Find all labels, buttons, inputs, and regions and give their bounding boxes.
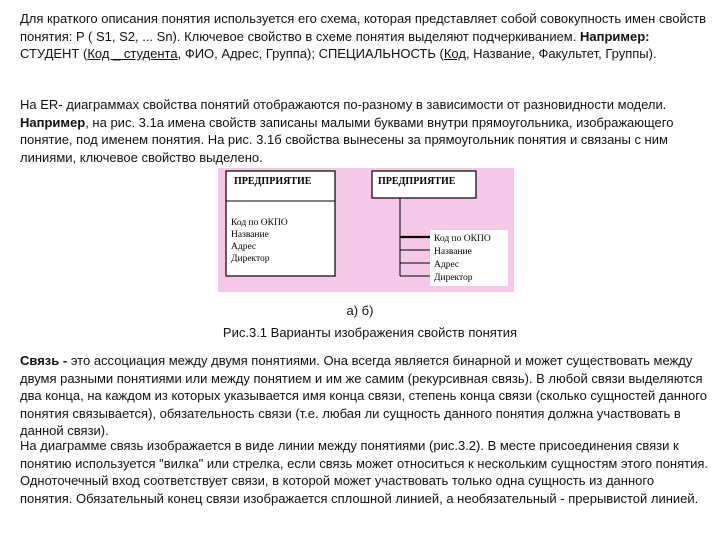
- p1-text-3: , ФИО, Адрес, Группа); СПЕЦИАЛЬНОСТЬ (: [177, 46, 444, 61]
- paragraph-concept-schema: [20, 10, 710, 63]
- p1-text-1: Для краткого описания понятия используется его схема, которая представляет собой совокупность имен свойств понятия: P ( S1, S2, ... Sn). Ключевое свойство в схеме понятия выделяют подчеркиванием.: [20, 11, 707, 44]
- paragraph-er-diagrams: [20, 96, 710, 166]
- paragraph-relationship-diagram: [20, 437, 710, 507]
- entity-b-title: ПРЕДПРИЯТИЕ: [378, 176, 456, 187]
- entity-b-prop-address: Адрес: [434, 260, 460, 270]
- p2-text-1: На ER- диаграммах свойства понятий отображаются по-разному в зависимости от разновидности модели.: [20, 97, 667, 112]
- p1-key-student-code: Код _ студента: [87, 46, 178, 61]
- entity-a-prop-name: Название: [231, 230, 269, 240]
- p2-bold-example: Например: [20, 114, 86, 130]
- figure-subcaption: а) б): [346, 303, 374, 318]
- entity-b-prop-director: Директор: [434, 273, 473, 283]
- p2-text-2: , на рис. 3.1а имена свойств записаны малыми буквами внутри прямоугольника, изображающего понятие, под именем понятия. На рис. 3.1б свойства вынесены за прямоугольник понятия и связаны с ним линиями, ключевое свойство выделено.: [20, 114, 674, 165]
- entity-a-title: ПРЕДПРИЯТИЕ: [234, 176, 312, 187]
- p1-text-2: СТУДЕНТ (: [20, 46, 88, 61]
- entity-a-prop-address: Адрес: [231, 242, 257, 252]
- p1-text-4: , Название, Факультет, Группы).: [465, 46, 657, 61]
- entity-b-prop-okpo: Код по ОКПО: [434, 234, 491, 244]
- figure-caption: Рис.3.1 Варианты изображения свойств понятия: [222, 325, 518, 340]
- p4-text-1: это ассоциация между двумя понятиями. Она всегда является бинарной и может существовать между двумя разными понятиями или между понятием и им же самим (рекурсивная связь). В любой связи выделяются два конца, на каждом из которых указывается имя конца связи, степень конца связи (сколько сущностей данного понятия связывается), обязательность связи (т.е. любая ли сущность данного понятия должна участвовать в данной связи).: [20, 353, 707, 438]
- entity-a-prop-okpo: Код по ОКПО: [231, 218, 288, 228]
- entity-a-prop-director: Директор: [231, 254, 270, 264]
- paragraph-relationship-definition: [20, 352, 710, 440]
- p5-text-1: На диаграмме связь изображается в виде линии между понятиями (рис.3.2). В месте присоединения связи к понятию используется "вилка" или стрелка, если связь может относиться к нескольким сущностям этого понятия. Одноточечный вход соответствует связи, в которой может участвовать только одна сущность из данного понятия. Обязательный конец связи изображается сплошной линией, а необязательный - прерывистой линией.: [20, 438, 709, 506]
- p1-bold-example: Например:: [579, 28, 650, 44]
- p4-bold-term: Связь -: [20, 353, 68, 368]
- p1-key-code: Код: [443, 46, 466, 61]
- figure-entity-properties: [218, 168, 514, 292]
- entity-b-prop-name: Название: [434, 247, 472, 257]
